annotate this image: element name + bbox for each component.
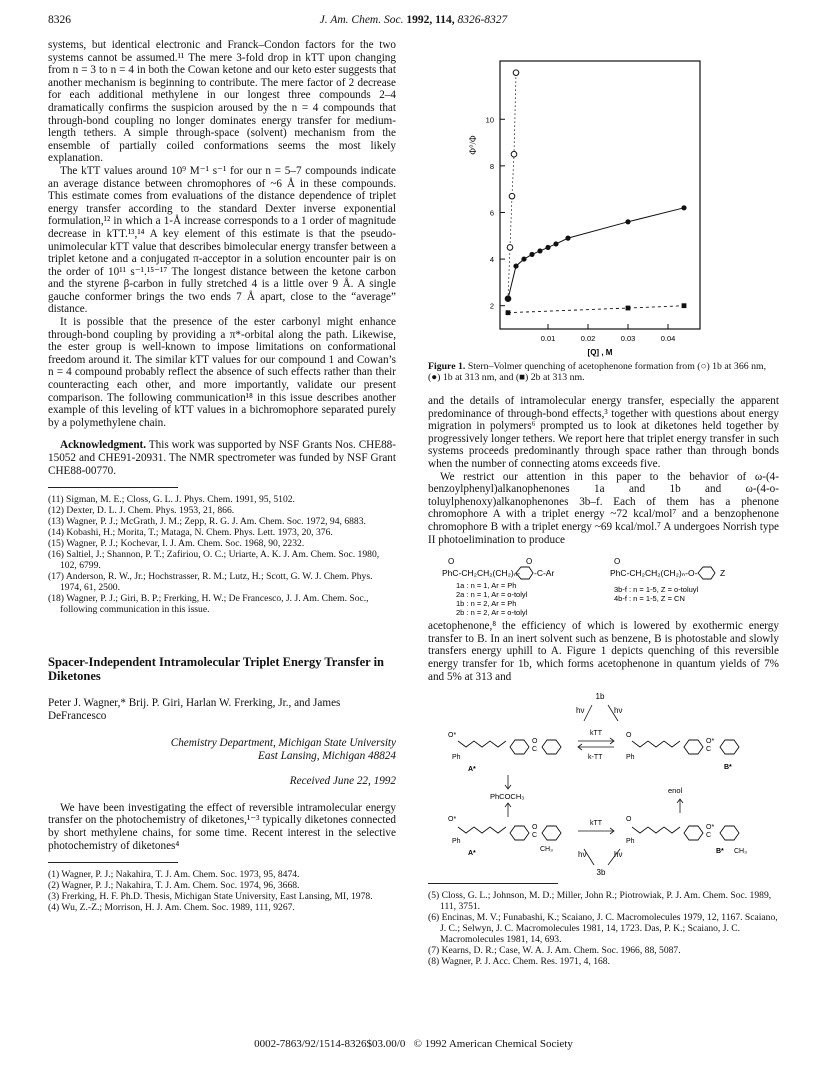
benzene-ring-icon bbox=[684, 740, 703, 754]
page-footer: 0002-7863/92/1514-8326$03.00/0 © 1992 American Chemical Society bbox=[254, 1038, 573, 1050]
energy-transfer-scheme bbox=[428, 689, 779, 879]
series-line-filled-square bbox=[508, 306, 684, 313]
benzene-ring-icon bbox=[684, 826, 703, 840]
acetophenone-label: PhCOCH₃ bbox=[490, 792, 525, 802]
o-star-label: O* bbox=[706, 738, 715, 746]
hv-label: hν bbox=[614, 850, 623, 860]
ktt-label: kTT bbox=[590, 820, 603, 828]
ph-label: Ph bbox=[626, 754, 635, 762]
figure-caption bbox=[428, 361, 779, 383]
data-point-filled-circle bbox=[537, 248, 542, 253]
footnote-rule bbox=[428, 883, 558, 884]
y-tick-label: 10 bbox=[485, 115, 494, 125]
o-star-label: O* bbox=[448, 816, 457, 824]
benzene-ring-icon bbox=[542, 826, 561, 840]
compound-label: 3b-f : n = 1-5, Z = o-toluyl bbox=[614, 585, 699, 595]
compound-label: 4b-f : n = 1-5, Z = CN bbox=[614, 594, 685, 604]
ph-label: Ph bbox=[626, 838, 635, 846]
data-point-filled-circle bbox=[681, 205, 686, 210]
figure-caption-label: Figure 1. bbox=[428, 361, 466, 372]
x-tick-label: 0.03 bbox=[620, 334, 636, 343]
paragraph-2: The kTT values around 10⁹ M⁻¹ s⁻¹ for our n = 5–7 compounds indicate an average distance between chromophores of ~6 Å in these compounds. This estimate comes from evaluations of the distance dependence of triplet energy transfer according to the standard Dexter inverse exponential formulation,¹² in which a 1-Å increase corresponds to a 1 order of magnitude decrease in kTT.¹³,¹⁴ A key element of this estimate is that the pseudo-unimolecular kTT value that describes bimolecular energy transfer between a triplet ketone and a conjugated π-acceptor in a solution encounter pair is on the order of 10¹¹ s⁻¹.¹⁵⁻¹⁷ The longest distance between the ketone carbon and the styrene β-carbon in fully stretched 4 is a little over 9 Å. A single gauche conformer brings the two ends 7 Å apart, close to the “average” distance. bbox=[48, 164, 396, 316]
y-tick-label: 4 bbox=[489, 255, 494, 265]
stern-volmer-chart bbox=[428, 39, 779, 357]
paragraph-5: and the details of intramolecular energy transfer, especially the apparent predominance of through-bond effects,³ together with questions about energy migration in polymers⁶ prompted us to look at diketones held together by progressively longer tethers. We report here that triplet energy transfer in such systems proceeds predominantly through space rather than through bonds when the number of connecting atoms exceeds five. bbox=[428, 395, 779, 470]
arrow-icon bbox=[584, 705, 592, 721]
hv-label: hν bbox=[578, 850, 587, 860]
acknowledgment-heading: Acknowledgment. bbox=[60, 439, 147, 452]
affiliation-line-1: Chemistry Department, Michigan State University bbox=[170, 737, 396, 750]
methyl-label: CH₃ bbox=[540, 846, 553, 854]
data-point-filled-circle bbox=[529, 252, 534, 257]
data-point-filled-circle bbox=[513, 263, 518, 268]
reference-item: (2) Wagner, P. J.; Nakahira, T. J. Am. Chem. Soc. 1974, 96, 3668. bbox=[48, 880, 300, 892]
carbonyl-o-label: O bbox=[532, 738, 538, 746]
reference-item: (13) Wagner, P. J.; McGrath, J. M.; Zepp, R. G. J. Am. Chem. Soc. 1972, 94, 6883. bbox=[48, 516, 366, 528]
ph-label: Ph bbox=[452, 754, 461, 762]
x-tick-label: 0.04 bbox=[660, 334, 676, 343]
article-authors: Peter J. Wagner,* Brij. P. Giri, Harlan W. Frerking, Jr., and James DeFrancesco bbox=[48, 697, 341, 723]
running-header bbox=[48, 14, 779, 30]
carbonyl-c-label: C bbox=[532, 746, 538, 754]
o-star-label: O* bbox=[448, 732, 457, 740]
structure-right-formula: PhC-CH₂CH₂(CH₂)ₙ-O- bbox=[610, 568, 698, 579]
chart-marks bbox=[505, 70, 686, 315]
data-point-filled-circle bbox=[625, 219, 630, 224]
reference-item: (18) Wagner, P. J.; Giri, B. P.; Frerking, H. W.; De Francesco, J. J. Am. Chem. Soc., following communication in this issue. bbox=[48, 593, 369, 616]
chain-icon bbox=[632, 741, 680, 747]
journal-name: J. Am. Chem. Soc. bbox=[319, 14, 404, 26]
chain-icon bbox=[632, 827, 680, 833]
carbonyl-o-label: O bbox=[614, 557, 621, 567]
affiliation bbox=[48, 737, 396, 763]
b-star-label: B* bbox=[724, 764, 732, 772]
x-axis-label: [Q] , M bbox=[587, 348, 613, 357]
data-point-open-circle bbox=[509, 193, 515, 199]
structure-formulas bbox=[428, 550, 779, 620]
article-title: Spacer-Independent Intramolecular Triplet Energy Transfer in Diketones bbox=[48, 655, 384, 684]
o-star-label: O* bbox=[706, 824, 715, 832]
reference-item: (5) Closs, G. L.; Johnson, M. D.; Miller, John R.; Piotrowiak, P. J. Am. Chem. Soc. 1989, 111, 3751. bbox=[428, 890, 772, 913]
compound-label: 2b : n = 2, Ar = o-tolyl bbox=[456, 608, 528, 618]
data-point-open-circle bbox=[511, 151, 517, 157]
benzene-ring-icon bbox=[698, 567, 715, 579]
reference-item: (3) Frerking, H. F. Ph.D. Thesis, Michigan State University, East Lansing, MI, 1978. bbox=[48, 891, 373, 903]
structure-right-tail: Z bbox=[720, 568, 726, 579]
paragraph-4: We have been investigating the effect of reversible intramolecular energy transfer on the photochemistry of diketones,¹⁻³ typically diketones connected by short methylene chains, for some time. Recent interest in the selective photochemistry of diketones⁴ bbox=[48, 801, 396, 852]
reference-item: (17) Anderson, R. W., Jr.; Hochstrasser, R. M.; Lutz, H.; Scott, G. W. J. Chem. Phys. 1974, 61, 2500. bbox=[48, 571, 373, 594]
data-point-filled-circle bbox=[505, 296, 510, 301]
paragraph-7: acetophenone,⁸ the efficiency of which is lowered by exothermic energy transfer to B. In an inert solvent such as benzene, B is photostable and slowly transfers energy uphill to A. Figure 1 depicts quenching of this reversible energy transfer for 1b, which forms acetophenone in quantum yields of 7% and 5% at 313 and bbox=[428, 620, 779, 683]
received-date: Received June 22, 1992 bbox=[289, 775, 396, 788]
journal-pages: 8326-8327 bbox=[457, 14, 508, 26]
data-point-filled-square bbox=[506, 310, 511, 315]
reference-item: (1) Wagner, P. J.; Nakahira, T. J. Am. Chem. Soc. 1973, 95, 8474. bbox=[48, 869, 300, 881]
compound-label: 1a : n = 1, Ar = Ph bbox=[456, 581, 517, 591]
data-point-open-circle bbox=[513, 70, 519, 76]
y-axis-label: Φ°/Φ bbox=[468, 135, 478, 155]
benzene-ring-icon bbox=[510, 740, 529, 754]
figure-caption-text: Stern–Volmer quenching of acetophenone formation from (○) 1b at 366 nm, (●) 1b at 313 nm, and (■) 2b at 313 nm. bbox=[428, 361, 767, 383]
carbonyl-o-label: O bbox=[626, 732, 632, 740]
reference-item: (4) Wu, Z.-Z.; Morrison, H. J. Am. Chem. Soc. 1989, 111, 9267. bbox=[48, 902, 295, 914]
chain-icon bbox=[458, 741, 506, 747]
benzene-ring-icon bbox=[510, 826, 529, 840]
a-star-label: A* bbox=[468, 850, 476, 858]
acknowledgment bbox=[48, 439, 396, 477]
enol-label: enol bbox=[668, 786, 683, 796]
y-tick-label: 8 bbox=[489, 161, 494, 171]
methyl-label: CH₃ bbox=[734, 848, 747, 856]
carbonyl-o-label: O bbox=[532, 824, 538, 832]
paragraph-6: We restrict our attention in this paper to the behavior of ω-(4-benzoylphenyl)alkanophenones 1a and 1b and ω-(4-o-toluylphenoxy)alkanophenones 3b–f. Each of them has a phenone chromophore A with a triplet energy ~72 kcal/mol⁷ and a benzophenone chromophore B with a triplet energy ~69 kcal/mol.⁷ A undergoes Norrish type II photoelimination to produce bbox=[428, 470, 779, 546]
scheme-bottom-label: 3b bbox=[596, 868, 606, 878]
data-point-filled-circle bbox=[565, 236, 570, 241]
references-list-1 bbox=[48, 494, 396, 615]
reference-item: (11) Sigman, M. E.; Closs, G. L. J. Phys. Chem. 1991, 95, 5102. bbox=[48, 494, 295, 506]
benzene-ring-icon bbox=[720, 826, 739, 840]
journal-year-volume: 1992, 114, bbox=[406, 14, 455, 26]
chain-icon bbox=[458, 827, 506, 833]
hv-label: hν bbox=[614, 706, 623, 716]
reference-item: (6) Encinas, M. V.; Funabashi, K.; Scaiano, J. C. Macromolecules 1979, 12, 1167. Scaiano, J. C.; Selwyn, J. C. Macromolecules 1981, 14, 1723. Das, P. K.; Scaiano, J. C. Macromolecules 1981, 14, 693. bbox=[428, 912, 778, 946]
carbonyl-o-label: O bbox=[526, 557, 533, 567]
y-tick-label: 2 bbox=[489, 301, 494, 311]
reference-item: (15) Wagner, P. J.; Kochevar, I. J. Am. Chem. Soc. 1968, 90, 2232. bbox=[48, 538, 305, 550]
references-list-3 bbox=[428, 890, 779, 967]
footnote-rule bbox=[48, 862, 178, 863]
reference-item: (12) Dexter, D. L. J. Chem. Phys. 1953, 21, 866. bbox=[48, 505, 235, 517]
reference-item: (16) Saltiel, J.; Shannon, P. T.; Zafiriou, O. C.; Uriarte, A. K. J. Am. Chem. Soc. 1980, 102, 6799. bbox=[48, 549, 380, 572]
carbonyl-c-label: C bbox=[532, 832, 538, 840]
data-point-filled-circle bbox=[545, 245, 550, 250]
benzene-ring-icon bbox=[720, 740, 739, 754]
paragraph-1: systems, but identical electronic and Franck–Condon factors for the two systems cannot be assumed.¹¹ The mere 3-fold drop in kTT upon changing from n = 3 to n = 4 in both the Cowan ketone and our keto ester suggests that another mechanism is beginning to contribute. The mere factor of 2 decrease for each additional methylene in our longest three compounds 2–4 dramatically confirms the suspicion aroused by the n = 4 compounds that through-bond coupling no longer dominates energy transfer for medium-length tethers. A simple through-space (solvent) mechanism from the ensemble of partially coiled conformations seems the most likely explanation. bbox=[48, 39, 396, 165]
series-line-filled-circle bbox=[508, 208, 684, 299]
benzene-ring-icon bbox=[542, 740, 561, 754]
data-point-filled-circle bbox=[521, 256, 526, 261]
a-star-label: A* bbox=[468, 766, 476, 774]
data-point-filled-circle bbox=[553, 241, 558, 246]
ktt-label: kTT bbox=[590, 730, 603, 738]
carbonyl-c-label: C bbox=[706, 746, 712, 754]
data-point-filled-square bbox=[626, 306, 631, 311]
references-list-2 bbox=[48, 869, 396, 913]
chart-axes bbox=[468, 61, 700, 357]
structure-left-formula: PhC-CH₂CH₂(CH₂)ₙ- bbox=[442, 568, 520, 579]
k-minus-tt-label: k-TT bbox=[588, 754, 603, 762]
journal-citation bbox=[48, 14, 779, 26]
carbonyl-c-label: C bbox=[706, 832, 712, 840]
x-tick-label: 0.01 bbox=[540, 334, 556, 343]
ph-label: Ph bbox=[452, 838, 461, 846]
scheme-top-label: 1b bbox=[595, 692, 605, 702]
reference-item: (8) Wagner, P. J. Acc. Chem. Res. 1971, 4, 168. bbox=[428, 956, 610, 968]
structure-left-tail: -C-Ar bbox=[534, 568, 555, 579]
hv-label: hν bbox=[576, 706, 585, 716]
data-point-open-circle bbox=[507, 245, 513, 251]
reference-item: (7) Kearns, D. R.; Case, W. A. J. Am. Chem. Soc. 1966, 88, 5087. bbox=[428, 945, 681, 957]
y-tick-label: 6 bbox=[489, 208, 494, 218]
left-column bbox=[48, 39, 396, 913]
page-number: 8326 bbox=[48, 14, 71, 26]
b-star-label: B* bbox=[716, 848, 724, 856]
right-column bbox=[428, 39, 779, 967]
paragraph-3: It is possible that the presence of the ester carbonyl might enhance through-bond coupling by providing a π*-orbital along the path. Likewise, the ester group is well-known to impose limitations on conformational freedom around it. The similar kTT values for our compound 1 and Cowan’s n = 4 compound probably reflect the absence of such effects rather than their counteracting each other, and more importantly, validate our present comparison. The following communication¹⁸ in this issue describes another example of this leveling of kTT values in a bichromophore separated purely by a polymethylene chain. bbox=[48, 316, 396, 429]
acknowledgment-text: This work was supported by NSF Grants Nos. CHE88-15052 and CHE91-20931. The NMR spectrometer was funded by NSF Grant CHE88-00770. bbox=[48, 439, 396, 477]
reference-item: (14) Kobashi, H.; Morita, T.; Mataga, N. Chem. Phys. Lett. 1973, 20, 376. bbox=[48, 527, 333, 539]
carbonyl-o-label: O bbox=[626, 816, 632, 824]
compound-label: 2a : n = 1, Ar = o-tolyl bbox=[456, 590, 528, 600]
data-point-filled-square bbox=[682, 303, 687, 308]
plot-frame bbox=[500, 61, 700, 329]
compound-label: 1b : n = 2, Ar = Ph bbox=[456, 599, 517, 609]
affiliation-line-2: East Lansing, Michigan 48824 bbox=[258, 750, 396, 763]
footnote-rule bbox=[48, 487, 178, 488]
carbonyl-o-label: O bbox=[448, 557, 455, 567]
x-tick-label: 0.02 bbox=[580, 334, 596, 343]
